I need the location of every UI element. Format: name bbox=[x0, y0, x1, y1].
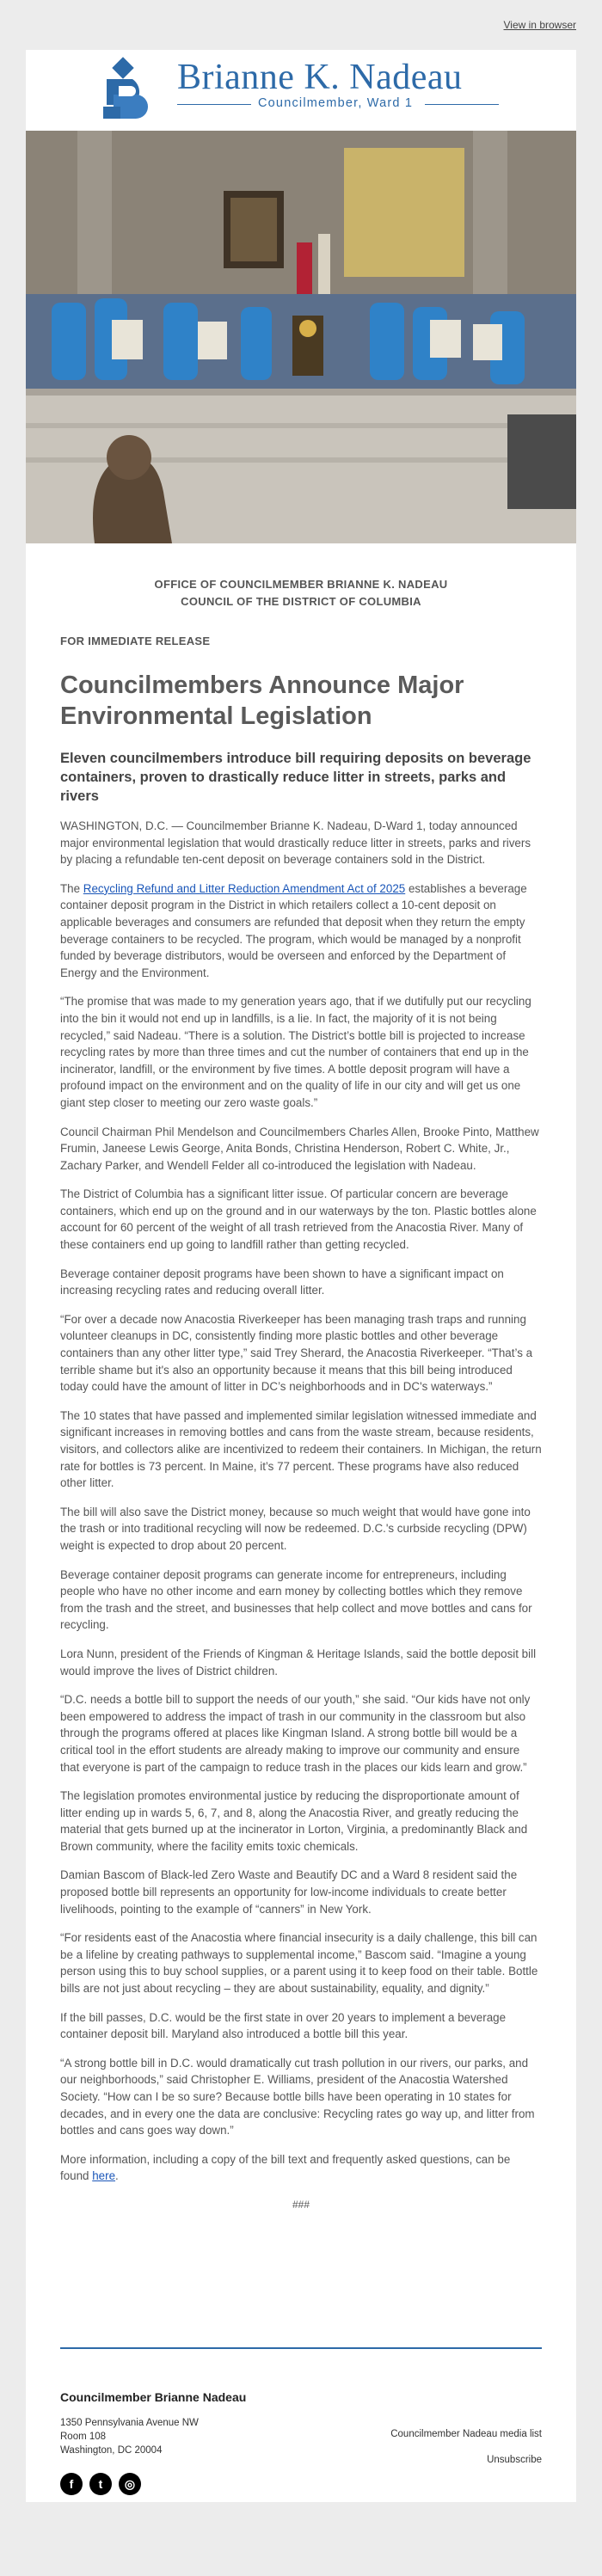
facebook-icon[interactable]: f bbox=[60, 2473, 83, 2495]
logo-mark-icon bbox=[96, 57, 163, 127]
paragraph-text: establishes a beverage container deposit program in the District in which retailers collect a 10-cent deposit on applicable beverages and consumers are refunded that deposit when they return the empty beverage containers to be recycled. The program, which would be managed by a nonprofit funded by beverage distributors, would be overseen and enforced by the Department of Energy and the Environment. bbox=[60, 881, 527, 979]
hero-photo-illustration bbox=[26, 131, 576, 543]
office-line-1: OFFICE OF COUNCILMEMBER BRIANNE K. NADEAU bbox=[154, 578, 448, 591]
office-heading bbox=[60, 576, 542, 610]
address-line: Room 108 bbox=[60, 2432, 107, 2442]
end-marker: ### bbox=[292, 2198, 310, 2211]
footer-links bbox=[390, 2421, 542, 2473]
page-title: Councilmembers Announce Major Environmental Legislation bbox=[60, 672, 464, 730]
page-subtitle: Eleven councilmembers introduce bill requiring deposits on beverage containers, proven to drastically reduce litter in streets, parks and rivers bbox=[60, 751, 531, 804]
brand-name: Brianne K. Nadeau bbox=[177, 58, 463, 97]
twitter-icon[interactable]: t bbox=[89, 2473, 112, 2495]
paragraph: Beverage container deposit programs can generate income for entrepreneurs, including people who have no other income and earn money by collecting bottles which they remove from the trash and the street, and businesses that help collect and move bottles and cans for recycling. bbox=[60, 1567, 532, 1632]
brand-subtitle: Councilmember, Ward 1 bbox=[258, 96, 414, 110]
paragraph-text: The bbox=[60, 881, 83, 895]
view-in-browser-link[interactable]: View in browser bbox=[503, 19, 576, 31]
address-line: 1350 Pennsylvania Avenue NW bbox=[60, 2418, 199, 2428]
paragraph: “For residents east of the Anacostia where financial insecurity is a daily challenge, this bill can be a lifeline by creating pathways to supplemental income,” Bascom said. “Imagine a young person using this to buy school supplies, or a parent using it to keep food on their table. Bottle bills are not just about recycling – they are about sustainability, equality, and dignity.” bbox=[60, 1931, 538, 1996]
paragraph-text: . bbox=[115, 2169, 119, 2183]
paragraph: The bill will also save the District money, because so much weight that would have gone into the trash or into traditional recycling will now be redeemed. D.C.'s curbside recycling (DPW) weight is expected to drop about 20 percent. bbox=[60, 1505, 531, 1552]
paragraph: “D.C. needs a bottle bill to support the needs of our youth,” she said. “Our kids have not only been empowered to address the impact of trash in our community in the classroom but also through the programs offered at places like Kingman Island. A strong bottle bill would be a critical tool in the effort students are already making to improve our community and ensure that everyone is part of the campaign to reduce trash in the places our kids learn and grow.” bbox=[60, 1693, 531, 1774]
article-body bbox=[60, 576, 542, 2211]
paragraph bbox=[60, 880, 542, 982]
logo-divider-right bbox=[425, 104, 499, 105]
logo bbox=[26, 50, 576, 129]
email-card bbox=[26, 50, 576, 2502]
instagram-icon[interactable]: ◎ bbox=[119, 2473, 141, 2495]
address-line: Washington, DC 20004 bbox=[60, 2445, 163, 2456]
footer-divider bbox=[60, 2347, 542, 2349]
paragraph bbox=[60, 2151, 542, 2185]
more-info-link[interactable]: here bbox=[92, 2169, 116, 2183]
footer bbox=[60, 2390, 542, 2495]
paragraph: Beverage container deposit programs have been shown to have a significant impact on increasing recycling rates and reducing overall litter. bbox=[60, 1267, 504, 1297]
bill-link[interactable]: Recycling Refund and Litter Reduction Amendment Act of 2025 bbox=[83, 881, 406, 895]
paragraph: If the bill passes, D.C. would be the first state in over 20 years to implement a beverage container deposit bill. Maryland also introduced a bottle bill this year. bbox=[60, 2010, 507, 2041]
paragraph: “The promise that was made to my generation years ago, that if we dutifully put our recycling into the bin it would not end up in landfills, is a lie. In fact, the majority of it is not being recycled,” said Nadeau. “There is a solution. The District’s bottle bill is projected to increase recycling rates by more than three times and cut the number of containers that end up in the incinerator, landfill, or the environment by five times. A bottle deposit program will have a profound impact on the environment and on the quality of life in our city and will get us one giant step closer to meeting our zero waste goals.” bbox=[60, 995, 531, 1109]
paragraph: “For over a decade now Anacostia Riverkeeper has been managing trash traps and running volunteer cleanups in DC, consistently finding more plastic bottles and other beverage containers than any other litter type,” said Trey Sherard, the Anacostia Riverkeeper. “That’s a terrible shame but it's also an opportunity because it means that this bill being introduced today could have the amount of litter in DC’s neighborhoods and in DC's waterways.” bbox=[60, 1312, 533, 1394]
paragraph-text: More information, including a copy of the bill text and frequently asked questions, can be found bbox=[60, 2152, 511, 2183]
footer-name: Councilmember Brianne Nadeau bbox=[60, 2390, 247, 2404]
paragraph: The legislation promotes environmental justice by reducing the disproportionate amount of litter ending up in wards 5, 6, 7, and 8, along the Anacostia River, and greatly reducing the material that gets burned up at the incinerator in Lorton, Virginia, a predominantly Black and Brown community, where the facility emits toxic chemicals. bbox=[60, 1789, 528, 1853]
paragraph: Council Chairman Phil Mendelson and Councilmembers Charles Allen, Brooke Pinto, Matthew Frumin, Janeese Lewis George, Anita Bonds, Christina Henderson, Robert C. White, Jr., Zachary Parker, and Wendell Felder all co-introduced the legislation with Nadeau. bbox=[60, 1125, 539, 1172]
top-bar bbox=[0, 0, 602, 50]
office-line-2: COUNCIL OF THE DISTRICT OF COLUMBIA bbox=[181, 595, 421, 608]
hero-photo bbox=[26, 131, 576, 543]
paragraph: The District of Columbia has a significant litter issue. Of particular concern are beverage containers, which end up on the ground and in our waterways by the ton. Plastic bottles alone account for 60 percent of the weight of all trash retrieved from the Anacostia River. Many of these containers end up going to landfill rather than getting recycled. bbox=[60, 1187, 537, 1252]
unsubscribe-link[interactable]: Unsubscribe bbox=[487, 2455, 542, 2465]
paragraph: The 10 states that have passed and implemented similar legislation witnessed immediate and significant increases in removing bottles and cans from the waste stream, because residents, visitors, and collectors alike are incentivized to redeem their containers. In Michigan, the return rate for bottles is 73 percent. In Maine, it’s 77 percent. These programs have also reduced other litter. bbox=[60, 1408, 542, 1490]
media-list-link[interactable]: Councilmember Nadeau media list bbox=[390, 2429, 542, 2439]
release-label: FOR IMMEDIATE RELEASE bbox=[60, 635, 211, 647]
paragraph: “A strong bottle bill in D.C. would dramatically cut trash pollution in our rivers, our parks, and our neighborhoods,” said Christopher E. Williams, president of the Anacostia Watershed Society. “How can I be so sure? Because bottle bills have been operating in 10 states for decades, and in every one the data are conclusive: Recycling rates go way up, and litter from bottles and cans goes way down.” bbox=[60, 2056, 535, 2137]
paragraph: Damian Bascom of Black-led Zero Waste and Beautify DC and a Ward 8 resident said the proposed bottle bill represents an opportunity for low-income individuals to create better livelihoods, pointing to the example of “canners” in New York. bbox=[60, 1868, 518, 1916]
paragraph: Lora Nunn, president of the Friends of Kingman & Heritage Islands, said the bottle deposit bill would improve the lives of District children. bbox=[60, 1647, 537, 1677]
paragraph: WASHINGTON, D.C. — Councilmember Brianne K. Nadeau, D-Ward 1, today announced major environmental legislation that would drastically reduce litter in streets, parks and rivers by placing a refundable ten-cent deposit on beverage containers sold in the District. bbox=[60, 819, 531, 867]
logo-divider-left bbox=[177, 104, 251, 105]
social-links bbox=[60, 2473, 542, 2495]
